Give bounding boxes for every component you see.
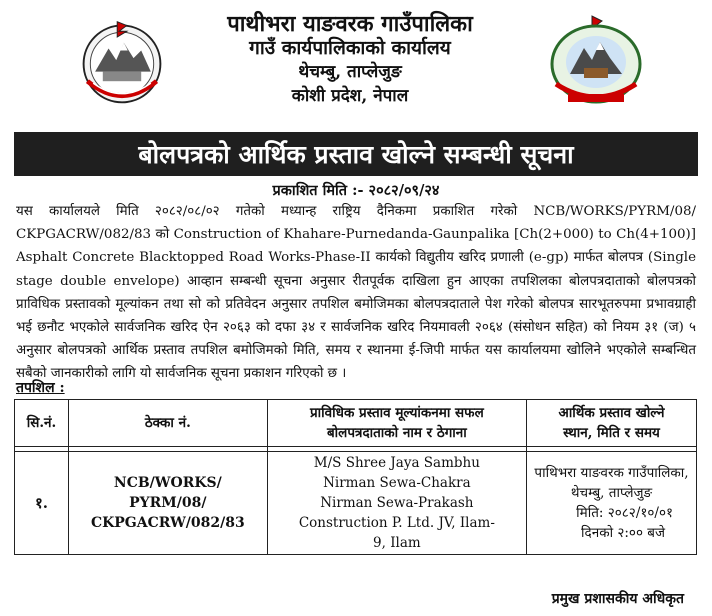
opening-address: थेचम्बु, ताप्लेजुङ bbox=[570, 485, 653, 501]
header-bidder: प्राविधिक प्रस्ताव मूल्यांकनमा सफल बोलपत्रदाताको नाम र ठेगाना bbox=[267, 400, 526, 447]
office-header bbox=[160, 12, 540, 108]
details-label: तपशिल : bbox=[16, 380, 65, 396]
notice-body: यस कार्यालयले मिति २०८२/०८/०२ गतेको मध्यान्ह राष्ट्रिय दैनिकमा प्रकाशित गरेको NCB/WORKS/PYRM/08/ CKPGACRW/082/83 को Construction of Khahare-Purnedanda-Gaunpalika [Ch(2+000) to Ch(4+100)] Asphalt Concrete Blacktopped Road Works-Phase-II कार्यको विद्युतीय खरिद प्रणाली (e-gp) मार्फत बोलपत्र (Single stage double envelope) आव्हान सम्बन्धी सूचना अनुसार रीतपूर्वक दाखिला हुन आएका तपशिलका बोलपत्रदाताको बोलपत्रको प्राविधिक प्रस्तावको मूल्यांकन तथा सो को प्रतिवेदन अनुसार तपशिल बमोजिमका बोलपत्रदाताले पेश गरेको बोलपत्र सारभूतरुपमा प्रभावग्राही भई छनौट भएकोले सार्वजनिक खरिद ऐन २०६३ को दफा ३४ र सार्वजनिक खरिद नियमावली २०६४ (संसोधन सहित) को नियम ३१ (ज) ५ अनुसार बोलपत्रको आर्थिक प्रस्ताव तपशिल बमोजिमको मिति, समय र स्थानमा ई-जिपी मार्फत यस कार्यालयमा खोलिने भएकोले सम्बन्धित सबैको जानकारीको लागि यो सार्वजनिक सूचना प्रकाशन गरिएको छ । bbox=[16, 204, 696, 382]
notice-title-banner: बोलपत्रको आर्थिक प्रस्ताव खोल्ने सम्बन्धी सूचना bbox=[14, 132, 698, 176]
details-table bbox=[14, 399, 697, 555]
header-sn: सि.नं. bbox=[15, 400, 69, 447]
office-address: थेचम्बु, ताप्लेजुङ bbox=[298, 62, 402, 82]
row-contract-no: NCB/WORKS/ PYRM/08/ CKPGACRW/082/83 bbox=[68, 452, 267, 555]
signatory-title: प्रमुख प्रशासकीय अधिकृत bbox=[551, 591, 684, 607]
row-sn: १. bbox=[15, 452, 69, 555]
office-name: गाउँ कार्यपालिकाको कार्यालय bbox=[249, 37, 451, 59]
header-opening: आर्थिक प्रस्ताव खोल्ने स्थान, मिति र समय bbox=[527, 400, 697, 447]
row-bidder: M/S Shree Jaya Sambhu Nirman Sewa-Chakra Nirman Sewa-Prakash Construction P. Ltd. JV, Ilam-9, Ilam bbox=[267, 452, 526, 555]
province-name: कोशी प्रदेश, नेपाल bbox=[291, 86, 409, 106]
row-opening bbox=[527, 452, 697, 555]
opening-date: मिति: २०८२/१०/०१ bbox=[576, 505, 673, 521]
header-contract-no: ठेक्का नं. bbox=[68, 400, 267, 447]
opening-time: दिनको २:०० बजे bbox=[581, 525, 665, 541]
municipality-name: पाथीभरा याङवरक गाउँपालिका bbox=[227, 11, 473, 37]
opening-place: पाथिभरा याङवरक गाउँपालिका, bbox=[534, 465, 689, 481]
table-row bbox=[15, 452, 697, 555]
municipality-logo-icon bbox=[544, 12, 648, 110]
table-header-row bbox=[15, 400, 697, 447]
published-date: प्रकाशित मिति :- २०८२/०९/२४ bbox=[272, 182, 440, 199]
nepal-emblem-icon bbox=[74, 14, 170, 110]
